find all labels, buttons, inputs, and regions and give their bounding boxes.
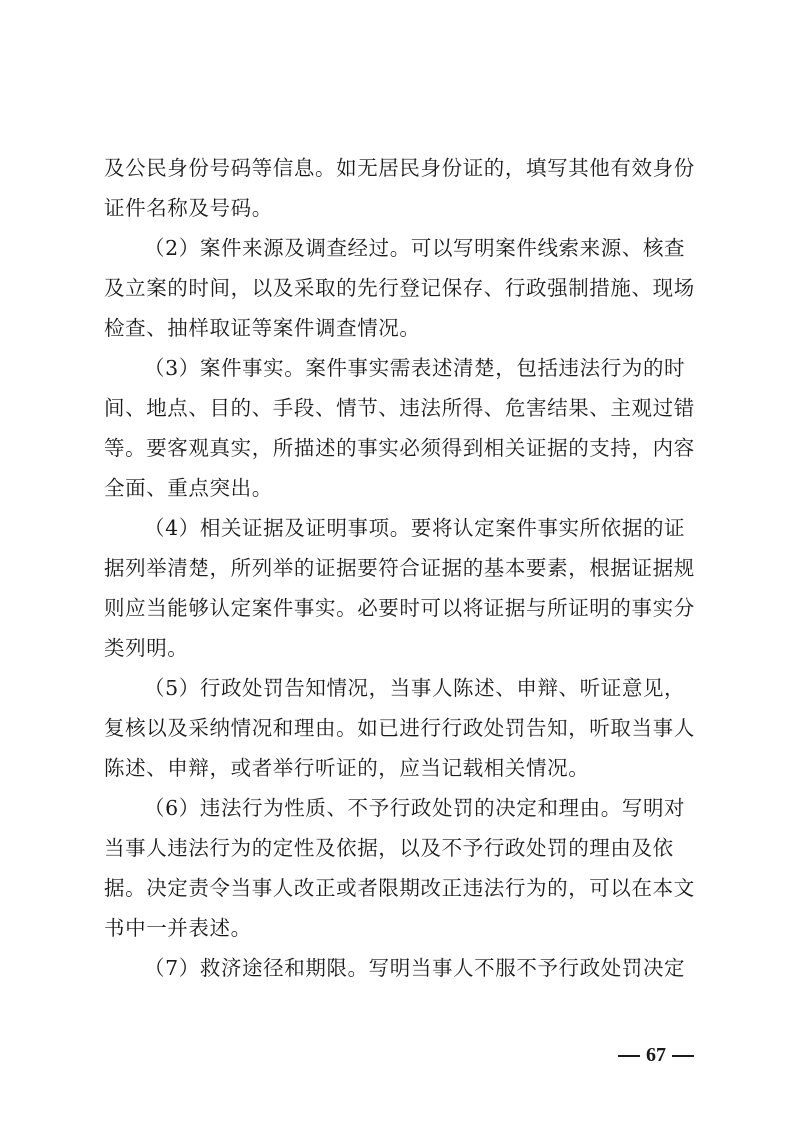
text-line: 复核以及采纳情况和理由。如已进行行政处罚告知，听取当事人 <box>104 716 695 740</box>
text-line: 及立案的时间，以及采取的先行登记保存、行政强制措施、现场 <box>104 276 695 300</box>
page-number-value: 67 <box>646 1044 666 1066</box>
text-line: 及公民身份号码等信息。如无居民身份证的，填写其他有效身份 <box>104 156 695 180</box>
text-line: 等。要客观真实，所描述的事实必须得到相关证据的支持，内容 <box>104 436 695 460</box>
paragraph-6-start: （6）违法行为性质、不予行政处罚的决定和理由。写明对 <box>144 796 686 820</box>
text-line: 证件名称及号码。 <box>104 196 273 220</box>
text-line: 陈述、申辩，或者举行听证的，应当记载相关情况。 <box>104 756 590 780</box>
paragraph-5-start: （5）行政处罚告知情况，当事人陈述、申辩、听证意见， <box>144 676 686 700</box>
text-line: 间、地点、目的、手段、情节、违法所得、危害结果、主观过错 <box>104 396 695 420</box>
text-line: 类列明。 <box>104 636 189 660</box>
text-line: 据列举清楚，所列举的证据要符合证据的基本要素，根据证据规 <box>104 556 695 580</box>
dash-right <box>672 1055 694 1057</box>
text-line: 检查、抽样取证等案件调查情况。 <box>104 316 421 340</box>
paragraph-7-start: （7）救济途径和期限。写明当事人不服不予行政处罚决定 <box>144 956 686 980</box>
text-line: 当事人违法行为的定性及依据，以及不予行政处罚的理由及依 <box>104 836 674 860</box>
paragraph-2-start: （2）案件来源及调查经过。可以写明案件线索来源、核查 <box>144 236 686 260</box>
text-line: 则应当能够认定案件事实。必要时可以将证据与所证明的事实分 <box>104 596 695 620</box>
dash-left <box>618 1055 640 1057</box>
paragraph-4-start: （4）相关证据及证明事项。要将认定案件事实所依据的证 <box>144 516 686 540</box>
text-line: 据。决定责令当事人改正或者限期改正违法行为的，可以在本文 <box>104 876 695 900</box>
text-line: 全面、重点突出。 <box>104 476 273 500</box>
paragraph-3-start: （3）案件事实。案件事实需表述清楚，包括违法行为的时 <box>144 356 686 380</box>
text-line: 书中一并表述。 <box>104 916 252 940</box>
page-number <box>612 1040 700 1070</box>
